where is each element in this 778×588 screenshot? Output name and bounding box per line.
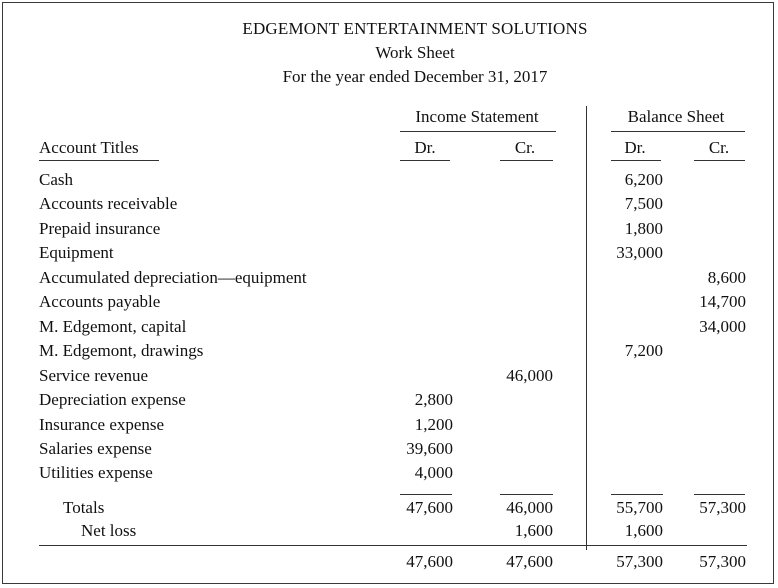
worksheet-title: Work Sheet [375,43,455,62]
account-title: Utilities expense [39,463,153,482]
final-bs-cr: 57,300 [699,552,746,571]
amount-bs-dr: 7,500 [624,194,663,213]
amount-bs-dr: 7,200 [624,341,663,360]
amount-bs-dr: 6,200 [624,170,663,189]
amount-is-dr: 4,000 [414,463,453,482]
final-total-rule [39,545,747,546]
bs-dr-total-rule [611,494,663,495]
income-statement-underline [400,131,556,132]
amount-bs-dr: 1,800 [624,219,663,238]
account-title: Salaries expense [39,439,152,458]
is-cr-total-rule [500,494,553,495]
account-title: Accounts payable [39,292,161,311]
final-is-dr: 47,600 [406,552,453,571]
totals-is-dr: 47,600 [406,498,453,517]
amount-bs-cr: 8,600 [707,268,746,287]
amount-is-cr: 46,000 [506,366,553,385]
statement-divider [586,106,587,550]
account-title: Equipment [39,243,114,262]
is-dr-underline [400,160,450,161]
account-title: Service revenue [39,366,149,385]
is-dr-header: Dr. [414,138,436,157]
account-title: Depreciation expense [39,390,186,409]
account-title: M. Edgemont, capital [39,317,187,336]
net-loss-is-cr: 1,600 [514,521,553,540]
bs-cr-header: Cr. [708,138,730,157]
bs-cr-underline [694,160,745,161]
account-title: Prepaid insurance [39,219,161,238]
amount-is-dr: 39,600 [406,439,453,458]
bs-dr-header: Dr. [624,138,646,157]
final-bs-dr: 57,300 [616,552,663,571]
amount-is-dr: 1,200 [414,415,453,434]
totals-is-cr: 46,000 [506,498,553,517]
bs-cr-total-rule [694,494,745,495]
net-loss-label: Net loss [81,521,137,540]
totals-label: Totals [63,498,105,517]
account-title: M. Edgemont, drawings [39,341,204,360]
income-statement-header: Income Statement [415,107,539,126]
account-title: Accounts receivable [39,194,178,213]
amount-bs-cr: 34,000 [699,317,746,336]
account-title: Cash [39,170,73,189]
company-name: EDGEMONT ENTERTAINMENT SOLUTIONS [242,19,588,38]
bs-dr-underline [611,160,661,161]
totals-bs-cr: 57,300 [699,498,746,517]
totals-bs-dr: 55,700 [616,498,663,517]
worksheet-document [2,2,774,584]
balance-sheet-underline [611,131,745,132]
amount-bs-dr: 33,000 [616,243,663,262]
is-cr-header: Cr. [514,138,536,157]
final-is-cr: 47,600 [506,552,553,571]
amount-is-dr: 2,800 [414,390,453,409]
account-titles-underline [39,160,159,161]
account-title: Insurance expense [39,415,165,434]
is-cr-underline [500,160,553,161]
amount-bs-cr: 14,700 [699,292,746,311]
period-label: For the year ended December 31, 2017 [282,67,548,86]
is-dr-total-rule [400,494,452,495]
balance-sheet-header: Balance Sheet [627,107,725,126]
net-loss-bs-dr: 1,600 [624,521,663,540]
account-title: Accumulated depreciation—equipment [39,268,307,287]
account-titles-header: Account Titles [39,138,139,157]
